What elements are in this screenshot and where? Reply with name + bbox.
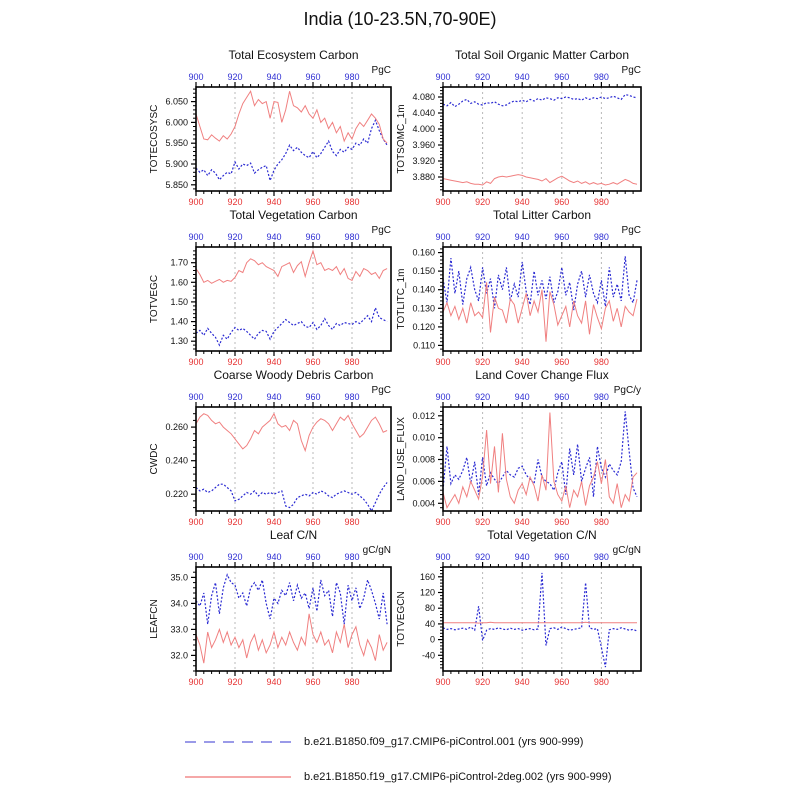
y-axis-label: TOTECOSYSC [149,104,160,174]
series-line-b-e21-b1850-f09-g17-cmip6-picontrol-001 [196,308,387,345]
subplot-title: Total Soil Organic Matter Carbon [454,48,630,62]
x-tick-label-top: 960 [554,72,570,82]
y-tick-label: 1.60 [170,277,188,288]
unit-label: PgC [371,385,391,396]
x-tick-label-bottom: 920 [475,357,491,367]
y-tick-label: 80 [424,603,435,614]
x-tick-label-bottom: 960 [305,677,321,687]
x-tick-label-top: 960 [305,392,321,402]
x-tick-label-top: 920 [475,232,491,242]
x-tick-label-bottom: 980 [593,517,609,527]
series-line-b-e21-b1850-f19-g17-cmip6-picontrol-2deg-002 [443,413,637,508]
x-tick-label-top: 960 [554,552,570,562]
x-tick-label-bottom: 980 [593,197,609,207]
x-tick-label-bottom: 900 [188,677,204,687]
series-line-b-e21-b1850-f09-g17-cmip6-picontrol-001 [196,575,387,624]
plot-frame [196,247,391,351]
y-axis-label: LEAFCN [149,599,160,639]
x-tick-label-top: 960 [554,392,570,402]
y-tick-label: 0.160 [412,247,435,258]
plot-frame [196,87,391,191]
y-tick-label: 160 [419,571,435,582]
plot-frame [443,407,641,511]
unit-label: PgC [371,65,391,76]
page-title: India (10-23.5N,70-90E) [303,9,497,29]
subplot-coarse-woody-debris-carbon [149,368,391,527]
x-tick-label-top: 900 [435,72,451,82]
y-tick-label: 0.240 [165,455,188,466]
y-tick-label: 33.0 [170,624,188,635]
x-tick-label-top: 920 [227,392,243,402]
unit-label: PgC [371,225,391,236]
x-tick-label-top: 900 [435,392,451,402]
series-line-b-e21-b1850-f19-g17-cmip6-picontrol-2deg-002 [196,91,387,143]
x-tick-label-bottom: 920 [227,357,243,367]
y-tick-label: 5.850 [165,179,188,190]
x-tick-label-top: 980 [593,552,609,562]
legend-label: b.e21.B1850.f09_g17.CMIP6-piControl.001 (yrs 900-999) [304,736,584,748]
unit-label: gC/gN [612,545,641,556]
y-tick-label: 0.120 [412,321,435,332]
plot-frame [443,247,641,351]
y-tick-label: 35.0 [170,572,188,583]
x-tick-label-top: 960 [305,552,321,562]
y-tick-label: 6.050 [165,96,188,107]
y-tick-label: 3.920 [412,156,435,166]
y-axis-label: LAND_USE_FLUX [396,417,407,501]
subplot-title: Land Cover Change Flux [475,368,609,382]
y-tick-label: -40 [421,650,435,661]
x-tick-label-top: 980 [344,72,360,82]
series-line-b-e21-b1850-f19-g17-cmip6-picontrol-2deg-002 [196,251,387,283]
x-tick-label-bottom: 960 [305,357,321,367]
y-tick-label: 0.220 [165,489,188,500]
unit-label: PgC/y [613,385,641,396]
y-tick-label: 32.0 [170,650,188,661]
series-line-b-e21-b1850-f19-g17-cmip6-picontrol-2deg-002 [443,282,637,341]
subplot-title: Leaf C/N [269,528,318,542]
series-line-b-e21-b1850-f09-g17-cmip6-picontrol-001 [443,573,637,667]
y-tick-label: 6.000 [165,117,188,128]
x-tick-label-bottom: 940 [266,677,282,687]
series-line-b-e21-b1850-f19-g17-cmip6-picontrol-2deg-002 [196,414,387,451]
x-tick-label-bottom: 900 [435,677,451,687]
x-tick-label-bottom: 960 [554,197,570,207]
x-tick-label-bottom: 920 [475,197,491,207]
subplot-land-cover-change-flux [396,368,641,527]
x-tick-label-bottom: 920 [475,677,491,687]
subplot-leaf-c-n [149,528,391,687]
x-tick-label-top: 920 [227,552,243,562]
x-tick-label-bottom: 960 [554,357,570,367]
x-tick-label-bottom: 920 [475,517,491,527]
x-tick-label-bottom: 940 [266,357,282,367]
x-tick-label-top: 920 [475,552,491,562]
x-tick-label-top: 980 [344,232,360,242]
x-tick-label-top: 960 [554,232,570,242]
x-tick-label-top: 940 [514,232,530,242]
subplot-total-litter-carbon [396,208,641,367]
x-tick-label-bottom: 920 [227,677,243,687]
legend-item-piControl-2deg-002 [185,770,612,784]
y-tick-label: 0.130 [412,303,435,314]
y-tick-label: 0.010 [412,432,435,443]
y-tick-label: 1.50 [170,296,188,307]
x-tick-label-top: 900 [188,232,204,242]
y-tick-label: 4.040 [412,108,435,118]
x-tick-label-top: 980 [593,232,609,242]
y-axis-label: TOTLITC_1m [396,268,407,330]
x-tick-label-bottom: 980 [593,357,609,367]
unit-label: gC/gN [362,545,391,556]
y-tick-label: 0.008 [412,454,435,465]
y-tick-label: 1.70 [170,257,188,268]
x-tick-label-top: 940 [514,552,530,562]
x-tick-label-bottom: 980 [344,197,360,207]
x-tick-label-bottom: 940 [266,517,282,527]
x-tick-label-top: 900 [188,392,204,402]
x-tick-label-top: 940 [514,392,530,402]
x-tick-label-top: 960 [305,72,321,82]
x-tick-label-bottom: 900 [188,517,204,527]
y-tick-label: 0 [429,634,435,645]
x-tick-label-top: 900 [188,552,204,562]
y-tick-label: 0.012 [412,410,435,421]
y-tick-label: 40 [424,618,435,629]
x-tick-label-bottom: 940 [514,517,530,527]
subplot-total-vegetation-carbon [149,208,391,367]
y-tick-label: 1.40 [170,316,188,327]
plot-frame [196,407,391,511]
series-line-b-e21-b1850-f09-g17-cmip6-picontrol-001 [443,95,637,107]
y-tick-label: 0.260 [165,422,188,433]
x-tick-label-bottom: 980 [344,357,360,367]
x-tick-label-top: 940 [266,552,282,562]
x-tick-label-top: 980 [344,392,360,402]
x-tick-label-bottom: 980 [593,677,609,687]
subplot-title: Coarse Woody Debris Carbon [213,368,374,382]
subplot-title: Total Vegetation Carbon [229,208,358,222]
x-tick-label-top: 920 [475,72,491,82]
plot-frame [443,87,641,191]
y-tick-label: 5.950 [165,138,188,149]
x-tick-label-top: 980 [344,552,360,562]
y-tick-label: 0.004 [412,498,435,509]
x-tick-label-top: 920 [227,232,243,242]
x-tick-label-bottom: 940 [514,197,530,207]
x-tick-label-top: 980 [593,72,609,82]
x-tick-label-top: 900 [188,72,204,82]
subplot-title: Total Vegetation C/N [487,528,597,542]
y-axis-label: CWDC [149,443,160,475]
subplot-title: Total Litter Carbon [492,208,592,222]
y-tick-label: 120 [419,587,435,598]
y-tick-label: 0.110 [413,340,435,351]
x-tick-label-bottom: 920 [227,197,243,207]
x-tick-label-bottom: 980 [344,677,360,687]
x-tick-label-top: 920 [227,72,243,82]
subplot-total-vegetation-c-n [396,528,641,687]
x-tick-label-bottom: 960 [305,197,321,207]
x-tick-label-bottom: 960 [554,517,570,527]
subplot-total-soil-organic-matter-carbon [396,48,641,207]
x-tick-label-bottom: 920 [227,517,243,527]
subplot-title: Total Ecosystem Carbon [228,48,359,62]
series-line-b-e21-b1850-f19-g17-cmip6-picontrol-2deg-002 [196,614,387,663]
series-line-b-e21-b1850-f19-g17-cmip6-picontrol-2deg-002 [443,175,637,185]
x-tick-label-bottom: 940 [266,197,282,207]
legend-line-blue-dashed [185,741,291,743]
y-tick-label: 4.000 [412,124,435,134]
x-tick-label-top: 940 [514,72,530,82]
series-line-b-e21-b1850-f19-g17-cmip6-picontrol-2deg-002 [443,622,637,623]
series-line-b-e21-b1850-f09-g17-cmip6-picontrol-001 [196,120,387,180]
x-tick-label-bottom: 960 [554,677,570,687]
x-tick-label-bottom: 900 [188,357,204,367]
x-tick-label-bottom: 940 [514,677,530,687]
x-tick-label-top: 920 [475,392,491,402]
x-tick-label-top: 940 [266,392,282,402]
unit-label: PgC [621,65,641,76]
y-axis-label: TOTVEGC [149,274,160,324]
y-tick-label: 0.140 [412,284,435,295]
y-tick-label: 34.0 [170,598,188,609]
x-tick-label-bottom: 940 [514,357,530,367]
y-tick-label: 3.880 [412,172,435,182]
plot-frame [443,567,641,671]
legend-line-red-solid [185,776,291,778]
x-tick-label-bottom: 980 [344,517,360,527]
unit-label: PgC [621,225,641,236]
x-tick-label-bottom: 900 [435,357,451,367]
x-tick-label-top: 900 [435,232,451,242]
y-tick-label: 1.30 [170,336,188,347]
y-axis-label: TOTSOMC_1m [396,104,407,174]
x-tick-label-top: 900 [435,552,451,562]
legend-item-piControl-001 [185,735,583,749]
y-tick-label: 5.900 [165,159,188,169]
y-tick-label: 0.006 [412,476,435,487]
x-tick-label-bottom: 900 [435,517,451,527]
x-tick-label-bottom: 960 [305,517,321,527]
x-tick-label-bottom: 900 [188,197,204,207]
series-line-b-e21-b1850-f09-g17-cmip6-picontrol-001 [196,483,387,512]
y-tick-label: 0.150 [412,266,435,277]
x-tick-label-top: 940 [266,232,282,242]
legend-label: b.e21.B1850.f19_g17.CMIP6-piControl-2deg.002 (yrs 900-999) [304,771,612,783]
x-tick-label-top: 980 [593,392,609,402]
y-tick-label: 4.080 [412,92,435,102]
x-tick-label-bottom: 900 [435,197,451,207]
y-axis-label: TOTVEGCN [396,591,407,647]
subplot-total-ecosystem-carbon [149,48,391,207]
y-tick-label: 3.960 [412,140,435,150]
x-tick-label-top: 940 [266,72,282,82]
x-tick-label-top: 960 [305,232,321,242]
